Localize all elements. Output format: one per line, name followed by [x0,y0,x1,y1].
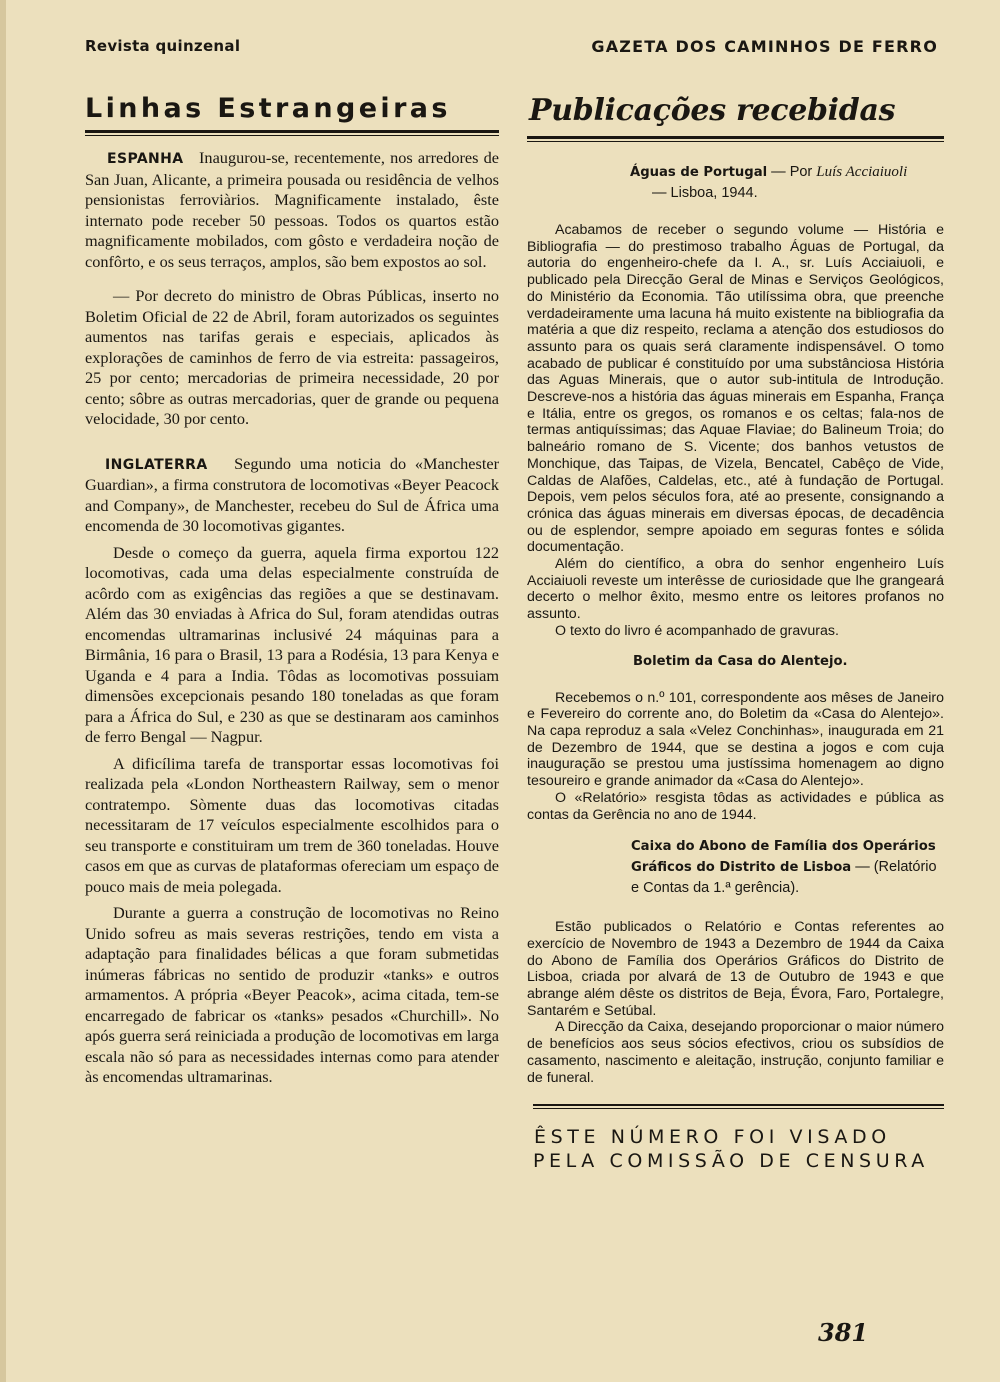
section-title-linhas-estrangeiras: Linhas Estrangeiras [85,93,451,124]
boletim-paragraph-1: Recebemos o n.º 101, correspondente aos mêses de Janeiro e Fevereiro do corrente ano, do Boletim da «Casa do Alentejo». Na capa reproduz a sala «Velez Conchinhas», inaugurada em 21 de Dezembro de 1944, que se destina a jogos e com cuja inauguração se prestou uma justíssima homenagem ao digno tesoureiro e grande animador da «Casa do Alentejo». [527,689,944,790]
publication-heading-boletim-casa-alentejo: Boletim da Casa do Alentejo. [633,653,848,669]
aguas-paragraph-1: Acabamos de receber o segundo volume — História e Bibliografia — do prestimoso trabalho Águas de Portugal, da autoria do engenheiro-chefe da I. A., sr. Luís Acciaiuoli, e publicado pela Direcção Geral de Minas e Serviços Geológicos, do Ministério da Economia. Tão utilíssima obra, que preenche verdadeiramente uma lacuna há muito existente na bibliografia da matéria a que diz respeito, reclama a atenção dos estudiosos do assunto para os quais será claramente indispensável. O tomo acabado de publicar é constituído por uma substânciosa História das Aguas Minerais, que o autor sub-intitula de Introdução. Descreve-nos a história das águas minerais em Espanha, França e Itália, entre os gregos, os romanos e os celtas; fala-nos de termas antiquíssimas; das Aquae Flaviae; do Balineum Troia; do balneário romano de S. Vicente; dos banhos vetustos de Monchique, das Taipas, de Vizela, Bencatel, Cabêço de Vide, Caldas de Alafões, Caldelas, etc., até à fundação de Portugal. Depois, vem pelos séculos fora, até ao presente, consignando a crónica das águas minerais em diversas épocas, de decadência ou de esplendor, sempre apoiado em seguras fontes e sólida documentação. [527,222,944,556]
espanha-label: ESPANHA [107,151,184,167]
aguas-paragraph-3: O texto do livro é acompanhado de gravuras. [555,622,839,639]
inglaterra-paragraph-2: Desde o começo da guerra, aquela firma exportou 122 locomotivas, cada uma delas especialmente construída de acôrdo com as exigências das regiões a que se destinavam. Além das 30 enviadas à Africa do Sul, foram atendidas outras encomendas ultramarinas inclusivé 24 máquinas para a Birmânia, 16 para o Brasil, 13 para a Rodésia, 13 para Kenya e Uganda e 4 para a India. Tôdas as locomotivas possuiam dimensões excepcionais pesando 180 toneladas as que foram para a África do Sul, e 230 as que se destinaram aos caminhos de ferro Bengal — Nagpur. [85,542,499,746]
running-header-left: Revista quinzenal [85,37,241,55]
running-header-right: GAZETA DOS CAMINHOS DE FERRO [591,37,938,56]
espanha-paragraph-2: — Por decreto do ministro de Obras Públicas, inserto no Boletim Oficial de 22 de Abril, foram autorizados os seguintes aumentos nas tarifas gerais e especiais, aplicados às explorações de caminhos de ferro de via estreita: passageiros, 25 por cento; mercadorias de primeira necessidade, 20 por cento; sôbre as outras mercadorias, quer de grande ou pequena velocidade, 30 por cento. [85,286,499,428]
publication-heading-caixa-abono: Caixa do Abono de Família dos Operários Gráficos do Distrito de Lisboa — (Relatório e Contas da 1.ª gerência). [631,839,937,897]
publication-author: Luís Acciaiuoli [816,164,908,180]
publication-title: Águas de Portugal [630,165,768,180]
page-number: 381 [818,1318,869,1347]
espanha-paragraph-1 [85,148,499,272]
inglaterra-text-1: Segundo uma noticia do «Manchester Guardian», a firma construtora de locomotivas «Beyer Peacock and Company», de Manchester, recebeu do Sul de África uma encomenda de 30 locomotivas gigantes. [85,453,500,535]
right-column [527,92,944,1173]
inglaterra-paragraph-1 [85,454,499,537]
boletim-paragraph-2: O «Relatório» resgista tôdas as actividades e pública as contas da Gerência no ano de 1944. [527,789,944,823]
page-edge [0,0,6,1382]
aguas-paragraph-2: Além do científico, a obra do senhor engenheiro Luís Acciaiuoli reveste um interêsse de curiosidade que lhe grangeará decerto o melhor êxito, mesmo entre os leitores profanos no assunto. [527,556,944,623]
caixa-paragraph-2: A Direcção da Caixa, desejando proporcionar o maior número de benefícios aos seus sócios efectivos, criou os subsídios de casamento, nascimento e aleitação, instrução, conjunto familiar e de funeral. [527,1019,944,1086]
censorship-notice-line-1: ÊSTE NÚMERO FOI VISADO [534,1126,891,1149]
censorship-notice-line-2: PELA COMISSÃO DE CENSURA [533,1150,929,1173]
inglaterra-paragraph-3: A dificílima tarefa de transportar essas locomotivas foi realizada pela «London Northeastern Railway, sem o menor contratempo. Sòmente duas das locomotivas citadas necessitaram de 17 veículos especialmente escolhidos para o seu transporte e constituiram um trem de 360 toneladas. Houve casos em que as curvas de plataformas ofereciam um espaço de pouco mais de meia polegada. [85,753,499,896]
inglaterra-label: INGLATERRA [105,456,208,473]
caixa-paragraph-1: Estão publicados o Relatório e Contas referentes ao exercício de Novembro de 1943 a Dezembro de 1944 da Caixa do Abono de Família dos Operários Gráficos do Distrito de Lisboa, criada por alvará de 13 de Outubro de 1943 e que abrange além dêste os distritos de Beja, Évora, Faro, Portalegre, Santarém e Setúbal. [527,919,944,1019]
publication-heading-aguas-de-portugal: Águas de Portugal — Por Luís Acciaiuoli — Lisboa, 1944. [630,164,908,201]
espanha-text-1: Inaugurou-se, recentemente, nos arredores de San Juan, Alicante, a primeira pousada ou residência de velhos pensionistas ferroviàrios. Magnificamente instalado, êste internato pode receber 50 pessoas. Todos os quartos estão magnificamente mobilados, com gôsto e verdadeira noção de confôrto, e os seus terraços, amplos, são bem expostos ao sol. [85,148,500,271]
section-title-publicacoes-recebidas: Publicações recebidas [529,93,896,128]
left-column [85,92,499,1088]
inglaterra-paragraph-4: Durante a guerra a construção de locomotivas no Reino Unido sofreu as mais severas restrições, tendo em vista a adaptação para finalidades bélicas a que foram submetidas inúmeras fábricas no sentido de produzir «tanks» e outros armamentos. A própria «Beyer Peacok», acima citada, tem-se encarregado de fabricar os «tanks» pesados «Churchill». No após guerra será reiniciada a produção de locomotivas em larga escala não só para as necessidades internas como para atender às encomendas ultramarinas. [85,903,499,1086]
